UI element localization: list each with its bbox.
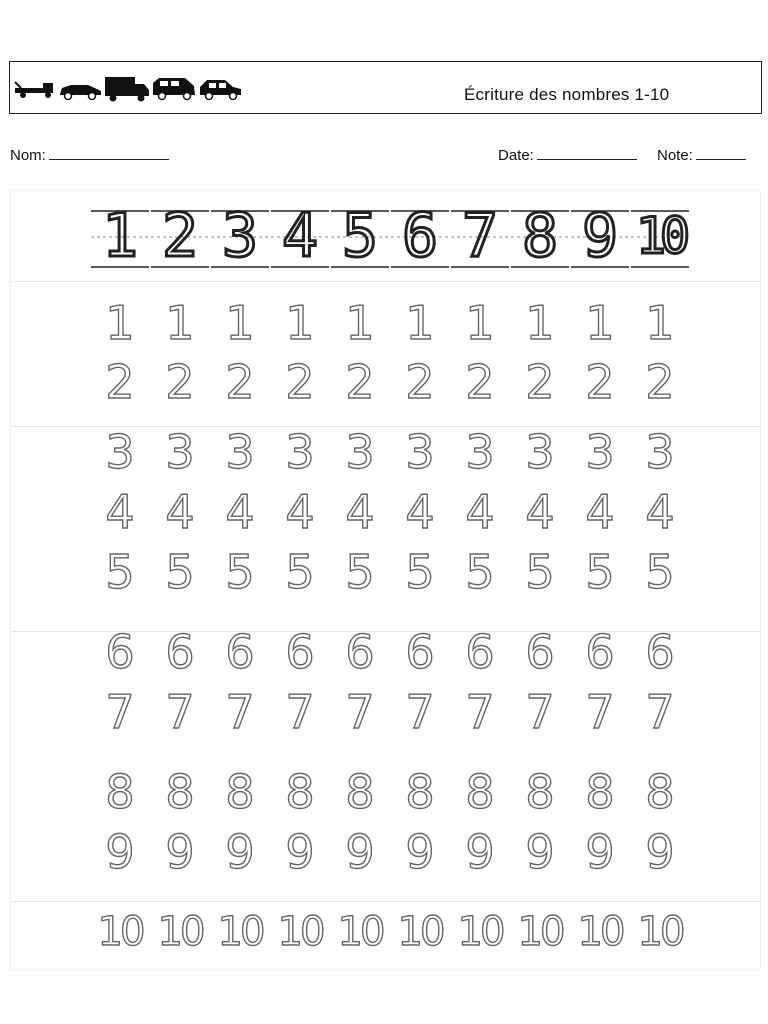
trace-digit[interactable]: 9 <box>285 825 315 879</box>
model-digit-5 <box>331 197 389 275</box>
model-digit-2 <box>151 197 209 275</box>
model-digit-8 <box>511 197 569 275</box>
model-digit-4 <box>271 197 329 275</box>
trace-digit[interactable]: 8 <box>405 765 435 819</box>
trace-digit[interactable]: 2 <box>285 355 315 409</box>
trace-digit[interactable]: 10 <box>337 909 383 955</box>
trace-digit[interactable]: 5 <box>285 545 315 599</box>
trace-digit[interactable]: 9 <box>345 825 375 879</box>
trace-digit[interactable]: 3 <box>165 425 195 479</box>
trace-digit[interactable]: 4 <box>285 485 315 539</box>
trace-digit[interactable]: 2 <box>345 355 375 409</box>
trace-digit[interactable]: 10 <box>217 909 263 955</box>
date-blank[interactable] <box>537 145 637 160</box>
grade-label: Note: <box>657 147 693 164</box>
trace-digit[interactable]: 6 <box>525 625 555 679</box>
trace-digit[interactable]: 3 <box>345 425 375 479</box>
trace-digit[interactable]: 1 <box>525 296 555 350</box>
trace-digit[interactable]: 10 <box>577 909 623 955</box>
model-digit-3 <box>211 197 269 275</box>
trace-digit[interactable]: 5 <box>585 545 615 599</box>
trace-digit[interactable]: 10 <box>277 909 323 955</box>
practice-row-4 <box>11 482 762 541</box>
model-digit-glyph: 3 <box>221 201 259 271</box>
trace-digit[interactable]: 6 <box>225 625 255 679</box>
row-separator <box>11 281 760 282</box>
practice-row-3 <box>11 422 762 481</box>
date-field[interactable] <box>498 145 637 164</box>
trace-digit[interactable]: 4 <box>405 485 435 539</box>
trace-digit[interactable]: 7 <box>225 685 255 739</box>
trace-digit[interactable]: 9 <box>465 825 495 879</box>
model-digit-glyph: 1 <box>101 201 139 271</box>
trace-digit[interactable]: 4 <box>225 485 255 539</box>
model-digit-6 <box>391 197 449 275</box>
trace-digit[interactable]: 1 <box>225 296 255 350</box>
practice-row-1 <box>11 293 762 352</box>
trace-digit[interactable]: 2 <box>465 355 495 409</box>
model-digit-1 <box>91 197 149 275</box>
trace-digit[interactable]: 10 <box>397 909 443 955</box>
trace-digit[interactable]: 8 <box>345 765 375 819</box>
vehicles-strip <box>13 74 243 104</box>
trace-digit[interactable]: 5 <box>225 545 255 599</box>
truck-icon <box>105 77 149 102</box>
trace-digit[interactable]: 8 <box>285 765 315 819</box>
model-digit-glyph: 2 <box>161 201 199 271</box>
practice-row-8 <box>11 762 762 821</box>
practice-row-5 <box>11 542 762 601</box>
trace-digit[interactable]: 7 <box>165 685 195 739</box>
model-digit-glyph: 10 <box>635 207 685 265</box>
name-label: Nom: <box>10 147 46 164</box>
trace-digit[interactable]: 10 <box>97 909 143 955</box>
trace-digit[interactable]: 8 <box>165 765 195 819</box>
trace-digit[interactable]: 6 <box>465 625 495 679</box>
model-digit-9 <box>571 197 629 275</box>
trace-digit[interactable]: 6 <box>345 625 375 679</box>
car-icon <box>60 85 101 100</box>
header-box <box>9 61 762 114</box>
trace-digit[interactable]: 7 <box>345 685 375 739</box>
trace-digit[interactable]: 2 <box>525 355 555 409</box>
trace-digit[interactable]: 1 <box>465 296 495 350</box>
trace-digit[interactable]: 4 <box>525 485 555 539</box>
trace-digit[interactable]: 7 <box>525 685 555 739</box>
trace-digit[interactable]: 9 <box>525 825 555 879</box>
trace-digit[interactable]: 8 <box>105 765 135 819</box>
trace-digit[interactable]: 6 <box>165 625 195 679</box>
trace-digit[interactable]: 9 <box>165 825 195 879</box>
trace-digit[interactable]: 1 <box>645 296 675 350</box>
name-field[interactable] <box>10 145 169 164</box>
trace-digit[interactable]: 8 <box>645 765 675 819</box>
trace-digit[interactable]: 3 <box>585 425 615 479</box>
trace-digit[interactable]: 2 <box>165 355 195 409</box>
trace-digit[interactable]: 6 <box>285 625 315 679</box>
trace-digit[interactable]: 9 <box>405 825 435 879</box>
trace-digit[interactable]: 4 <box>165 485 195 539</box>
practice-row-6 <box>11 622 762 681</box>
trace-digit[interactable]: 8 <box>585 765 615 819</box>
practice-row-9 <box>11 822 762 881</box>
trace-digit[interactable]: 2 <box>405 355 435 409</box>
model-digits-row <box>11 191 762 281</box>
trace-digit[interactable]: 8 <box>465 765 495 819</box>
model-digit-glyph: 6 <box>401 201 439 271</box>
trace-digit[interactable]: 7 <box>645 685 675 739</box>
trace-digit[interactable]: 4 <box>585 485 615 539</box>
hatchback-icon <box>200 80 241 100</box>
tow-truck-icon <box>15 82 53 98</box>
trace-digit[interactable]: 7 <box>285 685 315 739</box>
trace-digit[interactable]: 3 <box>225 425 255 479</box>
van-icon <box>153 78 195 100</box>
trace-digit[interactable]: 2 <box>105 355 135 409</box>
name-blank[interactable] <box>49 145 169 160</box>
trace-digit[interactable]: 7 <box>105 685 135 739</box>
trace-digit[interactable]: 1 <box>585 296 615 350</box>
trace-digit[interactable]: 5 <box>105 545 135 599</box>
trace-digit[interactable]: 10 <box>457 909 503 955</box>
practice-row-10 <box>11 902 762 961</box>
trace-digit[interactable]: 10 <box>637 909 683 955</box>
model-digit-glyph: 4 <box>281 201 319 271</box>
trace-digit[interactable]: 1 <box>165 296 195 350</box>
trace-digit[interactable]: 3 <box>285 425 315 479</box>
trace-digit[interactable]: 4 <box>645 485 675 539</box>
trace-digit[interactable]: 7 <box>405 685 435 739</box>
trace-digit[interactable]: 2 <box>585 355 615 409</box>
model-digit-glyph: 7 <box>461 201 499 271</box>
trace-digit[interactable]: 5 <box>165 545 195 599</box>
trace-digit[interactable]: 9 <box>225 825 255 879</box>
trace-digit[interactable]: 3 <box>525 425 555 479</box>
trace-digit[interactable]: 5 <box>405 545 435 599</box>
trace-digit[interactable]: 4 <box>465 485 495 539</box>
trace-digit[interactable]: 5 <box>465 545 495 599</box>
practice-row-7 <box>11 682 762 741</box>
trace-digit[interactable]: 6 <box>585 625 615 679</box>
trace-digit[interactable]: 4 <box>105 485 135 539</box>
trace-digit[interactable]: 7 <box>465 685 495 739</box>
trace-digit[interactable]: 1 <box>105 296 135 350</box>
trace-digit[interactable]: 7 <box>585 685 615 739</box>
trace-digit[interactable]: 3 <box>405 425 435 479</box>
trace-digit[interactable]: 9 <box>105 825 135 879</box>
trace-digit[interactable]: 2 <box>225 355 255 409</box>
model-digit-7 <box>451 197 509 275</box>
trace-digit[interactable]: 8 <box>225 765 255 819</box>
trace-digit[interactable]: 1 <box>285 296 315 350</box>
trace-digit[interactable]: 9 <box>585 825 615 879</box>
trace-digit[interactable]: 5 <box>345 545 375 599</box>
trace-digit[interactable]: 9 <box>645 825 675 879</box>
trace-digit[interactable]: 6 <box>405 625 435 679</box>
trace-digit[interactable]: 3 <box>645 425 675 479</box>
trace-digit[interactable]: 3 <box>105 425 135 479</box>
trace-digit[interactable]: 5 <box>645 545 675 599</box>
trace-digit[interactable]: 10 <box>157 909 203 955</box>
trace-digit[interactable]: 10 <box>517 909 563 955</box>
practice-row-2 <box>11 352 762 411</box>
model-digit-glyph: 5 <box>341 201 379 271</box>
grade-blank[interactable] <box>696 145 746 160</box>
trace-digit[interactable]: 6 <box>645 625 675 679</box>
trace-digit[interactable]: 6 <box>105 625 135 679</box>
grade-field[interactable] <box>657 145 746 164</box>
model-digit-glyph: 8 <box>521 201 559 271</box>
date-label: Date: <box>498 147 534 164</box>
trace-digit[interactable]: 1 <box>345 296 375 350</box>
trace-digit[interactable]: 5 <box>525 545 555 599</box>
tracing-sheet <box>10 190 761 970</box>
model-digit-glyph: 9 <box>581 201 619 271</box>
trace-digit[interactable]: 1 <box>405 296 435 350</box>
model-digit-10 <box>631 197 689 275</box>
page-title: Écriture des nombres 1-10 <box>464 85 670 104</box>
trace-digit[interactable]: 4 <box>345 485 375 539</box>
trace-digit[interactable]: 8 <box>525 765 555 819</box>
trace-digit[interactable]: 2 <box>645 355 675 409</box>
trace-digit[interactable]: 3 <box>465 425 495 479</box>
